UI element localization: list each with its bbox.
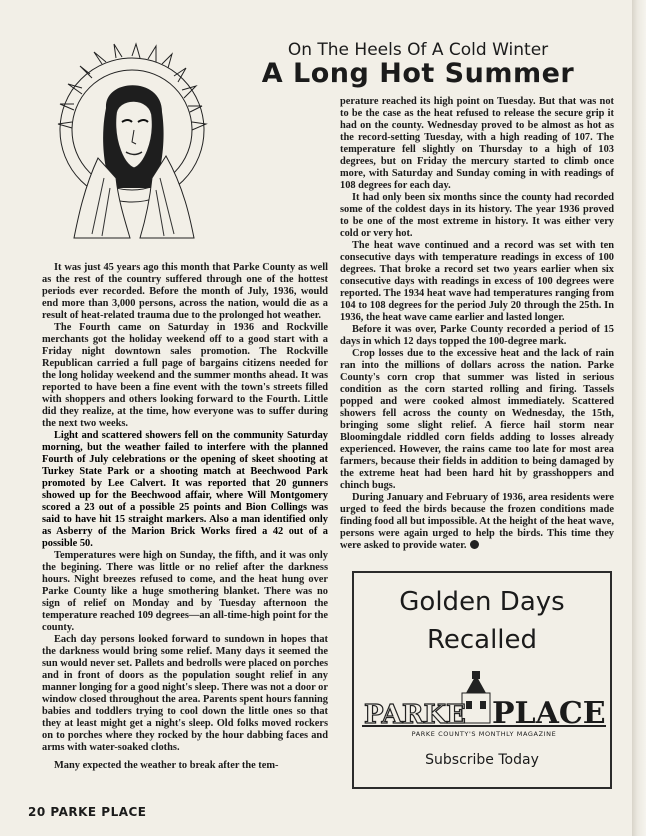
paragraph: Many expected the weather to break after the tem- — [54, 760, 279, 771]
parke-place-logo — [362, 671, 606, 733]
article-left-column — [42, 262, 328, 772]
article-right-column — [340, 96, 614, 552]
ad-title-line2: Recalled — [426, 625, 538, 655]
paragraph: It was just 45 years ago this month that Parke County as well as the rest of the country suffered through one of the hottest periods ever recorded. Before the month of July, 1936, would end more than 3,000 persons, across the nation, would die as a result of heat-related trauma due to the prolonged hot weather. — [42, 262, 328, 321]
end-bullet-icon — [470, 540, 479, 549]
logo-text-left: PARKE — [364, 700, 466, 730]
page-edge-shadow — [632, 0, 646, 836]
subscribe-link[interactable]: Subscribe Today — [425, 752, 539, 768]
paragraph: The Fourth came on Saturday in 1936 and Rockville merchants got the holiday weekend off to a good start with a Friday night downtown sales promotion. The Rockville Republican carried a full page of bargains citizens needed for the long holiday weekend and the summer months ahead. It was reported to have been a fine event with the town's streets filled with shoppers and others looking forward to the Fourth. Little did they realize, at the time, how everyone was to suffer during the next two weeks. — [42, 322, 328, 429]
subscription-ad[interactable] — [352, 571, 612, 789]
paragraph: Crop losses due to the excessive heat and the lack of rain ran into the millions of dollars across the nation. Parke County's corn crop that summer was listed in serious condition as the corn started rolling and firing. Tassels popped and were cooked almost immediately. Scattered showers fell across the county on Wednesday, the 15th, bringing some slight relief. A fierce hail storm near Bloomingdale riddled corn fields adding to losses already experienced. However, the rains came too late for most area farmers, because their fields in addition to being damaged by the extreme heat had been hard hit by grasshoppers and chinch bugs. — [340, 348, 614, 491]
paragraph: Temperatures were high on Sunday, the fifth, and it was only the begining. There was little or no relief after the darkness hours. Night breezes refused to come, and the heat hung over Parke County like a huge smothering blanket. There was no sign of relief on Monday and by Tuesday afternoon the temperature reached 109 degrees—an all-time-high point for the county. — [42, 550, 328, 633]
logo-text-right: PLACE — [492, 696, 606, 731]
ad-subtitle: PARKE COUNTY'S MONTHLY MAGAZINE — [362, 725, 606, 738]
page-footer: 20 PARKE PLACE — [28, 805, 147, 819]
paragraph: The heat wave continued and a record was set with ten consecutive days with temperature readings in excess of 100 degrees. That broke a record set two years earlier when six consecutive days with readings in excess of 100 degrees were reported. The 1934 heat wave had temperatures ranging from 104 to 108 degrees for the period July 20 through the 25th. In 1936, the heat wave came earlier and lasted longer. — [340, 240, 614, 323]
article-kicker: On The Heels Of A Cold Winter — [287, 40, 549, 60]
article-headline: A Long Hot Summer — [261, 58, 575, 89]
paragraph: Before it was over, Parke County recorded a period of 15 days in which 12 days topped the 100-degree mark. — [340, 324, 614, 347]
sun-woman-illustration — [44, 38, 220, 243]
paragraph: perature reached its high point on Tuesday. But that was not to be the case as the heat refused to release the secure grip it had on the county. Wednesday proved to be almost as hot as the record-setting Tuesday, with a high reading of 107. The temperature fell slightly on Thursday to a high of 103 degrees, but on Friday the mercury started to climb once more, with Saturday and Sunday coming in with readings of 108 degrees for each day. — [340, 96, 614, 191]
paragraph-final — [340, 492, 614, 552]
paragraph: Light and scattered showers fell on the community Saturday morning, but the weather failed to interfere with the planned Fourth of July celebrations or the opening of skeet shooting at Turkey State Park or a shooting match at Beechwood Park promoted by Lee Calvert. It was reported that 20 gunners showed up for the Beechwood affair, where Will Montgomery scored a 23 out of a possible 25 points and Bion Collings was said to have hit 15 straight markers. Also a man identified only as Asberry of the Marion Brick Works fired a 42 out of a possible 50. — [42, 430, 328, 549]
paragraph-text: During January and February of 1936, area residents were urged to feed the birds because the frozen conditions made finding food all but impossible. At the height of the heat wave, persons were again urged to help the birds. This time they were asked to provide water. — [340, 492, 614, 551]
paragraph: It had only been six months since the county had recorded some of the coldest days in its history. The year 1936 proved to be one of the most extreme in history. It was either very cold or very hot. — [340, 192, 614, 239]
paragraph: Each day persons looked forward to sundown in hopes that the darkness would bring some relief. Many days it seemed the sun would never set. Pallets and bedrolls were placed on porches and in front of doors as the population sought relief in any manner longing for a good night's sleep. There was not a door or window closed throughout the area. Parents spent hours fanning babies and toddlers trying to cool down the little ones so that they at least might get a night's sleep. Old folks moved rockers on to porches where they rocked by the hour dabbing faces and arms with water-soaked cloths. — [42, 634, 328, 753]
ad-title-line1: Golden Days — [399, 587, 565, 617]
